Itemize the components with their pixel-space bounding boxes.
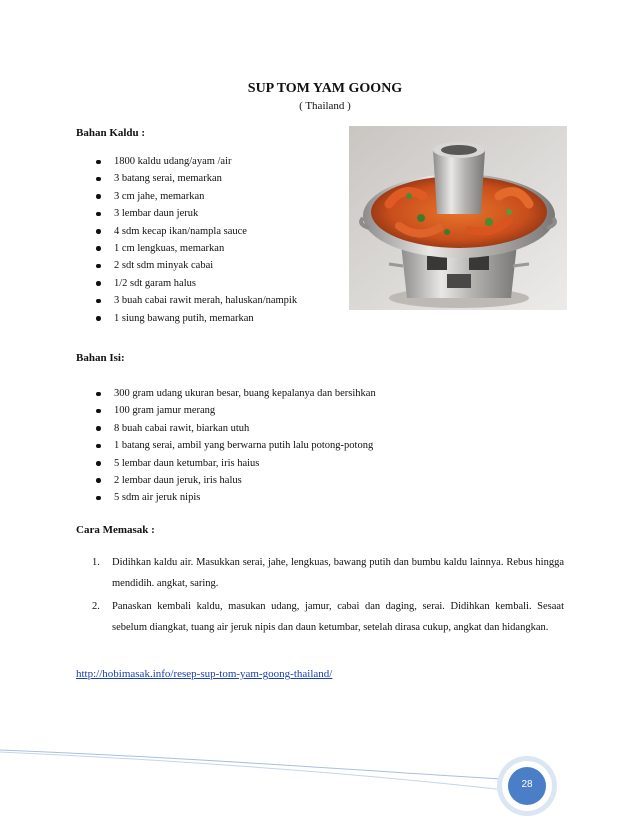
- step-item: [92, 552, 564, 594]
- list-item: 2 sdt sdm minyak cabai: [96, 257, 297, 274]
- page-corner-decoration: [0, 700, 638, 826]
- step-text: Didihkan kaldu air. Masukkan serai, jahe, lengkuas, bawang putih dan bumbu kaldu lainnya. Rebus hingga mendidih. angkat, saring.: [112, 557, 564, 589]
- list-item: 1 cm lengkuas, memarkan: [96, 240, 297, 257]
- list-item: 3 batang serai, memarkan: [96, 170, 297, 187]
- page-number: 28: [521, 779, 533, 790]
- step-item: [92, 596, 564, 638]
- isi-heading: Bahan Isi:: [76, 352, 125, 364]
- list-item: 5 sdm air jeruk nipis: [96, 489, 376, 506]
- list-item: 300 gram udang ukuran besar, buang kepalanya dan bersihkan: [96, 385, 376, 402]
- list-item: 3 lembar daun jeruk: [96, 205, 297, 222]
- tom-yam-pot-image: [349, 126, 567, 310]
- list-item: 1 batang serai, ambil yang berwarna putih lalu potong-potong: [96, 437, 376, 454]
- soup-photo: [349, 126, 567, 310]
- list-item: 2 lembar daun jeruk, iris halus: [96, 472, 376, 489]
- kaldu-heading: Bahan Kaldu :: [76, 127, 146, 139]
- list-item: 1 siung bawang putih, memarkan: [96, 310, 297, 327]
- list-item: 4 sdm kecap ikan/nampla sauce: [96, 223, 297, 240]
- list-item: 3 cm jahe, memarkan: [96, 188, 297, 205]
- cara-heading: Cara Memasak :: [76, 524, 155, 536]
- step-number: 2.: [92, 601, 100, 612]
- kaldu-list: [96, 153, 297, 327]
- list-item: 100 gram jamur merang: [96, 402, 376, 419]
- list-item: 5 lembar daun ketumbar, iris haius: [96, 455, 376, 472]
- list-item: 1/2 sdt garam halus: [96, 275, 297, 292]
- title-block: [160, 81, 490, 112]
- step-number: 1.: [92, 557, 100, 568]
- page-title: SUP TOM YAM GOONG: [247, 81, 403, 96]
- steps-list: [92, 552, 564, 638]
- list-item: 3 buah cabai rawit merah, haluskan/nampik: [96, 292, 297, 309]
- source-link[interactable]: http://hobimasak.info/resep-sup-tom-yam-goong-thailand/: [76, 668, 333, 680]
- page-subtitle: ( Thailand ): [299, 100, 351, 112]
- isi-list: [96, 385, 376, 507]
- list-item: 1800 kaldu udang/ayam /air: [96, 153, 297, 170]
- step-text: Panaskan kembali kaldu, masukan udang, jamur, cabai dan daging, serai. Didihkan kembali. Sesaat sebelum diangkat, tuang air jeruk nipis dan daun ketumbar, setelah dirasa cukup, angkat dan hidangkan.: [112, 601, 564, 633]
- list-item: 8 buah cabai rawit, biarkan utuh: [96, 420, 376, 437]
